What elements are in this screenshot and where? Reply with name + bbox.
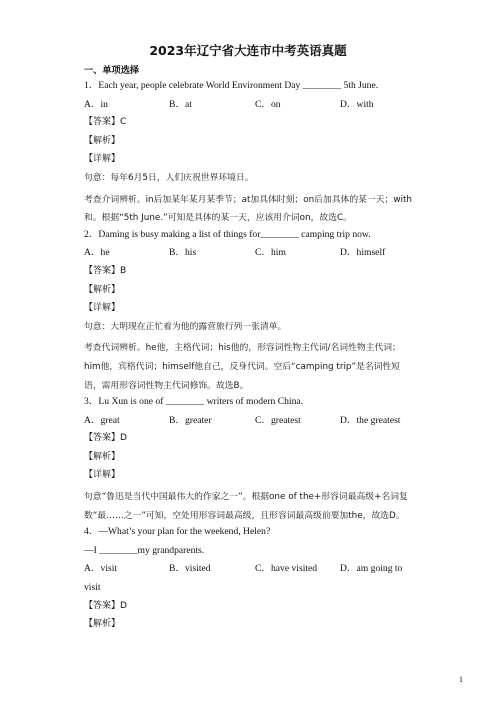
option-b: B．his bbox=[169, 247, 197, 259]
question-3-options bbox=[84, 414, 414, 433]
option-b: B．visited bbox=[169, 563, 211, 575]
question-3-analysis: 【解析】 bbox=[84, 451, 121, 462]
question-1-answer: 【答案】C bbox=[84, 117, 127, 128]
question-2-translation: 句意：大明现在正忙着为他的露营旅行列一张清单。 bbox=[84, 321, 287, 332]
question-1-analysis: 【解析】 bbox=[84, 135, 121, 146]
question-2-explanation: 考查代词辨析。he他，主格代词；his他的，形容词性物主代词/名词性物主代词；him他，宾格代词；himself他自己，反身代词。空后“camping trip”是名词性短语，需用形容词性物主代词修饰。故选B。 bbox=[84, 343, 401, 391]
option-b: B．greater bbox=[169, 414, 212, 426]
question-4-stem-reply: —I ________my grandparents. bbox=[84, 544, 205, 556]
option-d: D．himself bbox=[340, 247, 386, 259]
question-4-options bbox=[84, 562, 414, 599]
question-2-detail: 【详解】 bbox=[84, 303, 121, 314]
option-a: A．visit bbox=[84, 563, 118, 575]
question-1-explanation: 考查介词辨析。in后加某年某月某季节；at加具体时刻；on后加具体的某一天；with和。根据“5th June.”可知是具体的某一天，应该用介词on，故选C。 bbox=[84, 194, 412, 224]
option-d: D．the greatest bbox=[340, 414, 401, 426]
question-3-explanation: 句意“鲁迅是当代中国最伟大的作家之一”。根据one of the+形容词最高级+名词复数“最……之一”可知，空处用形容词最高级，且形容词最高级前要加the，故选D。 bbox=[84, 492, 408, 521]
question-1-options bbox=[84, 98, 414, 117]
question-3-stem: 3．Lu Xun is one of ________ writers of modern China. bbox=[84, 396, 304, 408]
option-a: A．great bbox=[84, 414, 120, 426]
option-c: C．him bbox=[255, 247, 286, 259]
question-3-detail: 【详解】 bbox=[84, 470, 121, 481]
option-b: B．at bbox=[169, 98, 192, 110]
option-c: C．have visited bbox=[255, 563, 318, 575]
option-a: A．he bbox=[84, 247, 110, 259]
page-number: 1 bbox=[459, 675, 463, 684]
question-4-answer: 【答案】D bbox=[84, 600, 127, 611]
option-d-text: D．am going to bbox=[340, 563, 403, 575]
option-d: D．with bbox=[340, 98, 374, 110]
question-2-answer: 【答案】B bbox=[84, 265, 127, 276]
option-c: C．greatest bbox=[255, 414, 301, 426]
option-c: C．on bbox=[255, 98, 281, 110]
option-a: A．in bbox=[84, 98, 108, 110]
question-2-options bbox=[84, 246, 414, 265]
question-3-answer: 【答案】D bbox=[84, 433, 127, 444]
question-2-analysis: 【解析】 bbox=[84, 284, 121, 295]
document-title: 2023年辽宁省大连市中考英语真题 bbox=[149, 43, 347, 58]
option-d-continuation: visit bbox=[84, 582, 101, 594]
question-1-stem: 1．Each year, people celebrate World Environment Day ________ 5th June. bbox=[84, 80, 379, 91]
question-1-detail: 【详解】 bbox=[84, 154, 121, 165]
question-4-analysis: 【解析】 bbox=[84, 619, 121, 630]
question-list bbox=[84, 79, 414, 637]
question-2-stem: 2．Daming is busy making a list of things for________ camping trip now. bbox=[84, 228, 371, 240]
section-heading: 一、单项选择 bbox=[84, 65, 140, 76]
question-4-stem: 4．—What’s your plan for the weekend, Helen? bbox=[84, 526, 271, 538]
question-1-translation: 句意：每年6月5日，人们庆祝世界环境日。 bbox=[84, 172, 254, 183]
